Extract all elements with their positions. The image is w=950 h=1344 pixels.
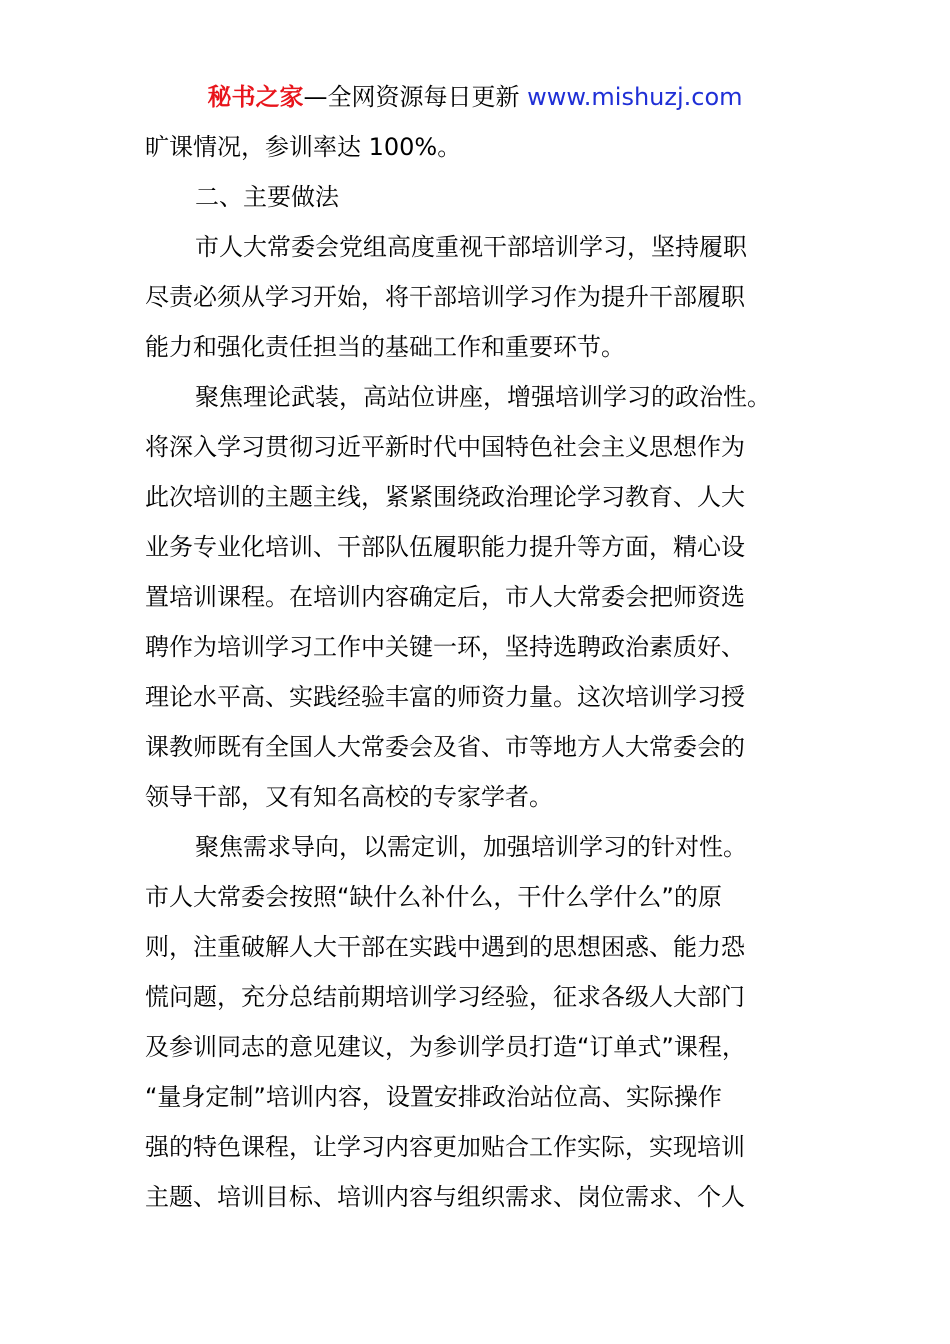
text-line: 聘作为培训学习工作中关键一环，坚持选聘政治素质好、 [145, 633, 745, 661]
text-line: “量身定制”培训内容，设置安排政治站位高、实际操作 [145, 1083, 722, 1111]
text-line: 市人大常委会按照“缺什么补什么，干什么学什么”的原 [145, 883, 722, 911]
site-header [0, 80, 950, 114]
text-line: 业务专业化培训、干部队伍履职能力提升等方面，精心设 [145, 533, 745, 561]
text-line: 旷课情况，参训率达 100%。 [145, 133, 462, 161]
text-line: 尽责必须从学习开始，将干部培训学习作为提升干部履职 [145, 283, 745, 311]
section-heading: 二、主要做法 [195, 183, 339, 211]
site-url-link[interactable]: www.mishuzj.com [527, 83, 743, 111]
text-line: 此次培训的主题主线，紧紧围绕政治理论学习教育、人大 [145, 483, 745, 511]
document-body [145, 122, 825, 1222]
text-line: 及参训同志的意见建议，为参训学员打造“订单式”课程， [145, 1033, 746, 1061]
text-line: 能力和强化责任担当的基础工作和重要环节。 [145, 333, 625, 361]
brand-name: 秘书之家 [207, 83, 304, 111]
text-line: 课教师既有全国人大常委会及省、市等地方人大常委会的 [145, 733, 745, 761]
text-line: 主题、培训目标、培训内容与组织需求、岗位需求、个人 [145, 1183, 745, 1211]
text-line: 理论水平高、实践经验丰富的师资力量。这次培训学习授 [145, 683, 745, 711]
text-line: 则，注重破解人大干部在实践中遇到的思想困惑、能力恐 [145, 933, 745, 961]
text-line: 市人大常委会党组高度重视干部培训学习，坚持履职 [195, 233, 747, 261]
text-line: 聚焦理论武装，高站位讲座，增强培训学习的政治性。 [195, 383, 771, 411]
text-line: 领导干部，又有知名高校的专家学者。 [145, 783, 553, 811]
text-line: 慌问题，充分总结前期培训学习经验，征求各级人大部门 [145, 983, 745, 1011]
header-tagline: —全网资源每日更新 [303, 83, 520, 111]
text-line: 将深入学习贯彻习近平新时代中国特色社会主义思想作为 [145, 433, 745, 461]
text-line: 置培训课程。在培训内容确定后，市人大常委会把师资选 [145, 583, 745, 611]
text-line: 强的特色课程，让学习内容更加贴合工作实际，实现培训 [145, 1133, 745, 1161]
text-line: 聚焦需求导向，以需定训，加强培训学习的针对性。 [195, 833, 747, 861]
